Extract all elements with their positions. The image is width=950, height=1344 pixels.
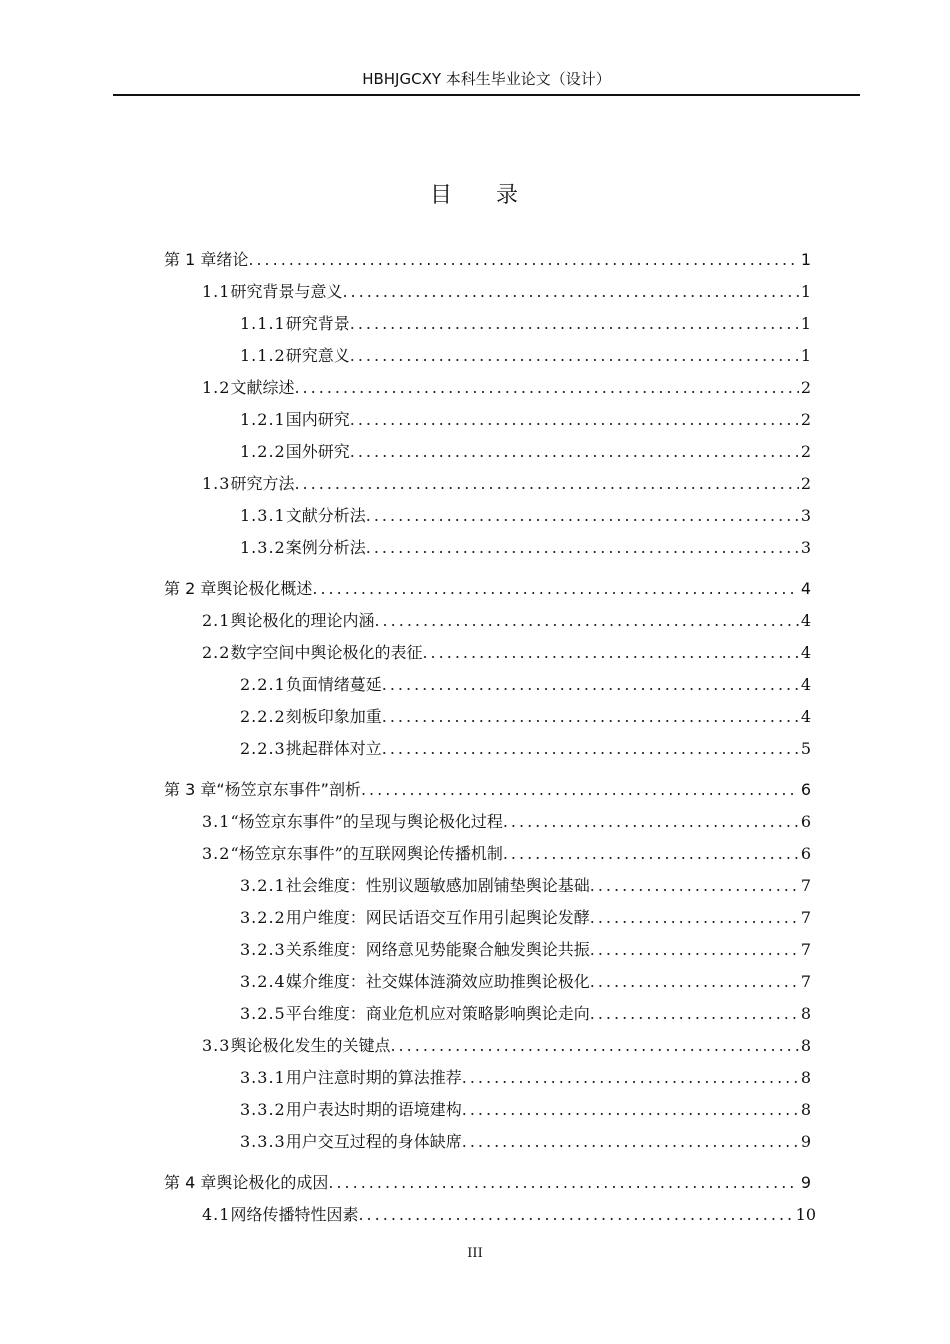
toc-entry-number: 4.1 [202, 1205, 231, 1224]
toc-entry-page: 2 [800, 378, 811, 397]
toc-section-entry[interactable] [0, 806, 950, 838]
toc-entry-number: 1.3.2 [240, 538, 286, 557]
toc-entry-title: 舆论极化发生的关键点 [230, 1036, 391, 1055]
toc-entry-number: 1.1 [202, 282, 231, 301]
toc-entry-page: 1 [800, 282, 811, 301]
toc-dot-leader [390, 1030, 798, 1062]
toc-entry-title: “杨笠京东事件”剖析 [216, 780, 361, 799]
toc-entry-page: 7 [800, 876, 811, 895]
toc-subsection-entry[interactable] [0, 902, 950, 934]
toc-entry-number: 3.3.2 [240, 1100, 286, 1119]
toc-entry-title: “杨笠京东事件”的互联网舆论传播机制 [230, 844, 503, 863]
toc-subsection-entry[interactable] [0, 436, 950, 468]
toc-entry-title: 绪论 [216, 250, 249, 269]
toc-entry-number: 2.2.1 [240, 675, 286, 694]
toc-subsection-entry[interactable] [0, 308, 950, 340]
toc-entry-number: 1.3 [202, 474, 231, 493]
toc-entry-page: 1 [800, 314, 811, 333]
toc-section-entry[interactable] [0, 1030, 950, 1062]
toc-section-entry[interactable] [0, 637, 950, 669]
toc-entry-page: 8 [800, 1100, 811, 1119]
toc-subsection-entry[interactable] [0, 1094, 950, 1126]
toc-dot-leader [328, 1167, 798, 1199]
toc-chapter-entry[interactable] [0, 244, 950, 276]
toc-dot-leader [590, 966, 799, 998]
toc-entry-number: 第 2 章 [164, 579, 217, 598]
toc-dot-leader [503, 838, 799, 870]
toc-entry-title: 舆论极化概述 [216, 579, 313, 598]
toc-entry-page: 5 [800, 739, 811, 758]
toc-dot-leader [462, 1126, 799, 1158]
page-footer [0, 1246, 950, 1261]
toc-entry-title: 用户表达时期的语境建构 [285, 1100, 462, 1119]
toc-entry-title: 案例分析法 [285, 538, 366, 557]
toc-entry-number: 1.2.1 [240, 410, 286, 429]
toc-dot-leader [382, 733, 799, 765]
toc-entry-title: 媒介维度：社交媒体涟漪效应助推舆论极化 [285, 972, 590, 991]
toc-entry-page: 9 [800, 1173, 811, 1192]
toc-entry-page: 4 [800, 643, 811, 662]
toc-entry-title: 社会维度：性别议题敏感加剧铺垫舆论基础 [285, 876, 590, 895]
toc-entry-page: 4 [800, 611, 811, 630]
toc-entry-page: 2 [800, 442, 811, 461]
toc-dot-leader [590, 934, 799, 966]
toc-subsection-entry[interactable] [0, 340, 950, 372]
toc-section-entry[interactable] [0, 605, 950, 637]
toc-entry-number: 3.3.3 [240, 1132, 286, 1151]
toc-entry-title: 舆论极化的成因 [216, 1173, 329, 1192]
table-of-contents [0, 244, 950, 1231]
toc-section-entry[interactable] [0, 838, 950, 870]
toc-dot-leader [462, 1062, 799, 1094]
toc-entry-number: 2.1 [202, 611, 231, 630]
toc-entry-title: 国内研究 [285, 410, 350, 429]
toc-dot-leader [590, 902, 799, 934]
toc-entry-title: 负面情绪蔓延 [285, 675, 382, 694]
toc-dot-leader [590, 870, 799, 902]
toc-subsection-entry[interactable] [0, 998, 950, 1030]
toc-dot-leader [358, 1199, 793, 1231]
toc-subsection-entry[interactable] [0, 1062, 950, 1094]
toc-entry-number: 3.2 [202, 844, 231, 863]
toc-entry-page: 8 [800, 1036, 811, 1055]
toc-dot-leader [350, 340, 799, 372]
toc-entry-page: 1 [800, 250, 811, 269]
toc-subsection-entry[interactable] [0, 934, 950, 966]
toc-entry-page: 7 [800, 908, 811, 927]
toc-dot-leader [382, 669, 799, 701]
header-title: HBHJGCXY 本科生毕业论文（设计） [362, 70, 611, 88]
toc-subsection-entry[interactable] [0, 870, 950, 902]
toc-dot-leader [350, 308, 799, 340]
toc-section-entry[interactable] [0, 468, 950, 500]
toc-entry-number: 第 4 章 [164, 1173, 217, 1192]
toc-entry-page: 7 [800, 972, 811, 991]
toc-entry-title: 用户注意时期的算法推荐 [285, 1068, 462, 1087]
toc-entry-page: 4 [800, 675, 811, 694]
toc-entry-page: 8 [800, 1004, 811, 1023]
toc-entry-page: 2 [800, 474, 811, 493]
toc-entry-number: 3.2.2 [240, 908, 286, 927]
toc-dot-leader [294, 468, 798, 500]
footer-page-number: III [467, 1246, 483, 1261]
toc-entry-page: 1 [800, 346, 811, 365]
toc-entry-title: “杨笠京东事件”的呈现与舆论极化过程 [230, 812, 503, 831]
toc-entry-number: 3.3 [202, 1036, 231, 1055]
toc-entry-page: 6 [800, 844, 811, 863]
toc-dot-leader [462, 1094, 799, 1126]
toc-subsection-entry[interactable] [0, 1126, 950, 1158]
toc-entry-title: 研究意义 [285, 346, 350, 365]
toc-section-entry[interactable] [0, 276, 950, 308]
toc-chapter-entry[interactable] [0, 573, 950, 605]
toc-entry-number: 2.2 [202, 643, 231, 662]
toc-entry-number: 2.2.2 [240, 707, 286, 726]
toc-section-entry[interactable] [0, 1199, 950, 1231]
toc-dot-leader [590, 998, 799, 1030]
toc-title-left: 目 [429, 183, 454, 208]
toc-entry-page: 6 [800, 812, 811, 831]
toc-entry-number: 第 1 章 [164, 250, 217, 269]
toc-dot-leader [248, 244, 798, 276]
toc-dot-leader [503, 806, 799, 838]
toc-entry-number: 3.1 [202, 812, 231, 831]
toc-entry-number: 3.2.1 [240, 876, 286, 895]
toc-entry-number: 3.2.3 [240, 940, 286, 959]
toc-entry-title: 挑起群体对立 [285, 739, 382, 758]
toc-subsection-entry[interactable] [0, 733, 950, 765]
toc-dot-leader [350, 404, 799, 436]
toc-entry-number: 1.2.2 [240, 442, 286, 461]
toc-subsection-entry[interactable] [0, 966, 950, 998]
toc-dot-leader [361, 774, 799, 806]
toc-entry-number: 1.1.1 [240, 314, 286, 333]
toc-entry-title: 网络传播特性因素 [230, 1205, 359, 1224]
toc-subsection-entry[interactable] [0, 701, 950, 733]
page-header [113, 66, 860, 96]
toc-entry-title: 文献综述 [230, 378, 295, 397]
toc-dot-leader [312, 573, 798, 605]
toc-entry-number: 1.3.1 [240, 506, 286, 525]
toc-entry-title: 研究方法 [230, 474, 295, 493]
toc-dot-leader [294, 372, 798, 404]
toc-entry-title: 研究背景 [285, 314, 350, 333]
toc-section-entry[interactable] [0, 372, 950, 404]
toc-entry-page: 7 [800, 940, 811, 959]
toc-dot-leader [422, 637, 798, 669]
toc-entry-page: 6 [800, 780, 811, 799]
toc-title [0, 178, 950, 209]
toc-entry-page: 10 [795, 1205, 816, 1224]
toc-dot-leader [350, 436, 799, 468]
toc-entry-page: 4 [800, 579, 811, 598]
toc-chapter-entry[interactable] [0, 774, 950, 806]
toc-entry-page: 3 [800, 506, 811, 525]
toc-dot-leader [366, 500, 799, 532]
toc-subsection-entry[interactable] [0, 500, 950, 532]
toc-entry-title: 用户维度：网民话语交互作用引起舆论发酵 [285, 908, 590, 927]
toc-entry-page: 8 [800, 1068, 811, 1087]
toc-entry-page: 4 [800, 707, 811, 726]
toc-dot-leader [342, 276, 798, 308]
toc-entry-title: 国外研究 [285, 442, 350, 461]
toc-entry-title: 数字空间中舆论极化的表征 [230, 643, 423, 662]
toc-subsection-entry[interactable] [0, 404, 950, 436]
toc-dot-leader [366, 532, 799, 564]
toc-entry-number: 第 3 章 [164, 780, 217, 799]
toc-entry-number: 3.2.5 [240, 1004, 286, 1023]
toc-subsection-entry[interactable] [0, 669, 950, 701]
toc-entry-number: 3.2.4 [240, 972, 286, 991]
toc-entry-title: 关系维度：网络意见势能聚合触发舆论共振 [285, 940, 590, 959]
toc-title-right: 录 [496, 183, 521, 208]
toc-entry-title: 用户交互过程的身体缺席 [285, 1132, 462, 1151]
toc-entry-title: 研究背景与意义 [230, 282, 343, 301]
toc-entry-number: 1.2 [202, 378, 231, 397]
toc-entry-page: 2 [800, 410, 811, 429]
toc-dot-leader [374, 605, 798, 637]
toc-chapter-entry[interactable] [0, 1167, 950, 1199]
toc-entry-title: 舆论极化的理论内涵 [230, 611, 375, 630]
toc-entry-page: 9 [800, 1132, 811, 1151]
toc-subsection-entry[interactable] [0, 532, 950, 564]
toc-entry-page: 3 [800, 538, 811, 557]
toc-entry-number: 2.2.3 [240, 739, 286, 758]
toc-entry-number: 3.3.1 [240, 1068, 286, 1087]
toc-entry-title: 平台维度：商业危机应对策略影响舆论走向 [285, 1004, 590, 1023]
toc-entry-number: 1.1.2 [240, 346, 286, 365]
toc-entry-title: 刻板印象加重 [285, 707, 382, 726]
toc-entry-title: 文献分析法 [285, 506, 366, 525]
toc-dot-leader [382, 701, 799, 733]
